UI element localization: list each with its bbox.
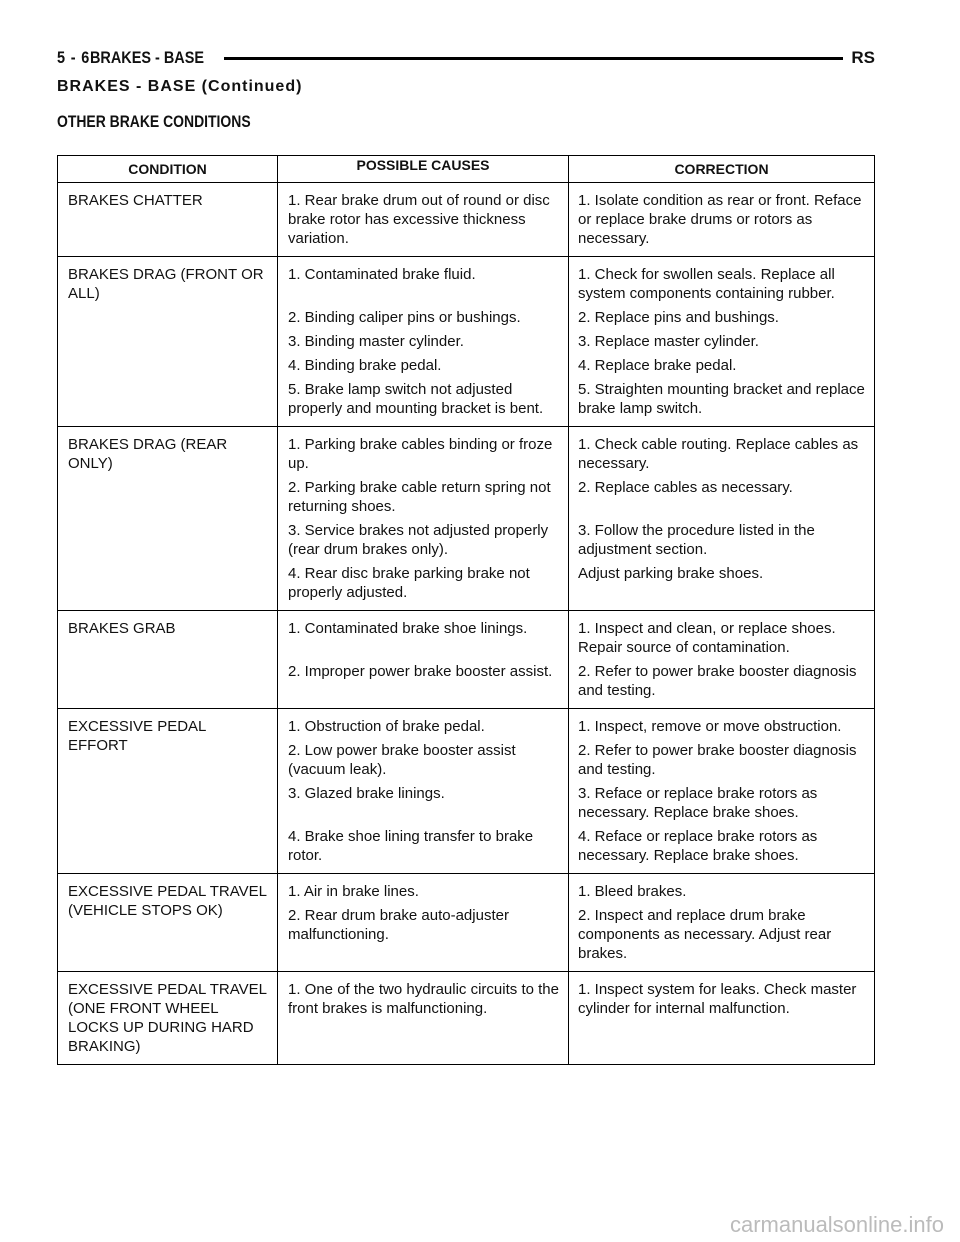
cause-correction-pair xyxy=(278,564,874,602)
correction: 3. Follow the procedure listed in the adjustment section. xyxy=(578,522,815,558)
column-divider xyxy=(568,874,569,971)
cause-correction-pair xyxy=(278,478,874,516)
correction: 2. Inspect and replace drum brake components as necessary. Adjust rear brakes. xyxy=(578,907,832,962)
correction: 1. Isolate condition as rear or front. Reface or replace brake drums or rotors as necessary. xyxy=(578,192,862,247)
condition-cell: BRAKES DRAG (FRONT OR ALL) xyxy=(58,257,278,427)
table-header-row xyxy=(58,156,875,183)
correction: 1. Inspect and clean, or replace shoes. Repair source of contamination. xyxy=(578,620,836,656)
causes-corrections-cell xyxy=(278,257,875,427)
possible-cause: 4. Brake shoe lining transfer to brake rotor. xyxy=(288,828,534,864)
continued-title: BRAKES - BASE (Continued) xyxy=(57,78,303,95)
possible-cause: 4. Rear disc brake parking brake not properly adjusted. xyxy=(288,565,530,601)
cause-correction-pair xyxy=(278,380,874,418)
column-divider xyxy=(568,183,569,256)
possible-cause: 3. Service brakes not adjusted properly (rear drum brakes only). xyxy=(288,522,549,558)
possible-cause: 2. Parking brake cable return spring not returning shoes. xyxy=(288,479,551,515)
column-divider xyxy=(568,257,569,426)
table-row xyxy=(58,709,875,874)
condition-cell: EXCESSIVE PEDAL EFFORT xyxy=(58,709,278,874)
possible-cause: 4. Binding brake pedal. xyxy=(288,357,442,374)
cause-correction-pair xyxy=(278,906,874,963)
section-title: OTHER BRAKE CONDITIONS xyxy=(57,112,251,131)
correction: 1. Bleed brakes. xyxy=(578,883,687,900)
correction: 3. Reface or replace brake rotors as necessary. Replace brake shoes. xyxy=(578,785,818,821)
cause-correction-pair xyxy=(278,435,874,473)
table-row xyxy=(58,427,875,611)
condition-cell: BRAKES GRAB xyxy=(58,611,278,709)
cause-correction-pair xyxy=(278,191,874,248)
column-divider xyxy=(568,972,569,1064)
table-row xyxy=(58,874,875,972)
possible-cause: 2. Low power brake booster assist (vacuum leak). xyxy=(288,742,516,778)
column-header-correction: CORRECTION xyxy=(568,156,874,182)
possible-cause: 1. Contaminated brake shoe linings. xyxy=(288,620,528,637)
correction: 2. Replace cables as necessary. xyxy=(578,479,793,496)
correction: 1. Inspect system for leaks. Check master cylinder for internal malfunction. xyxy=(578,981,857,1017)
cause-correction-pair xyxy=(278,662,874,700)
column-header-condition: CONDITION xyxy=(58,156,278,183)
header-code: RS xyxy=(851,48,875,67)
correction: 2. Refer to power brake booster diagnosis and testing. xyxy=(578,663,857,699)
cause-correction-pair xyxy=(278,332,874,351)
condition-cell: EXCESSIVE PEDAL TRAVEL (ONE FRONT WHEEL LOCKS UP DURING HARD BRAKING) xyxy=(58,972,278,1065)
possible-cause: 1. Contaminated brake fluid. xyxy=(288,266,476,283)
possible-cause: 1. One of the two hydraulic circuits to the front brakes is malfunctioning. xyxy=(288,981,559,1017)
possible-cause: 1. Air in brake lines. xyxy=(288,883,419,900)
correction: 4. Reface or replace brake rotors as necessary. Replace brake shoes. xyxy=(578,828,818,864)
column-divider xyxy=(568,709,569,873)
correction: 4. Replace brake pedal. xyxy=(578,357,737,374)
cause-correction-pair xyxy=(278,717,874,736)
page-header xyxy=(57,44,875,72)
column-header-causes: POSSIBLE CAUSES xyxy=(356,157,490,173)
table-body xyxy=(58,183,875,1065)
possible-cause: 2. Binding caliper pins or bushings. xyxy=(288,309,521,326)
possible-cause: 1. Rear brake drum out of round or disc brake rotor has excessive thickness variation. xyxy=(288,192,550,247)
cause-correction-pair xyxy=(278,741,874,779)
cause-correction-pair xyxy=(278,980,874,1018)
possible-cause: 5. Brake lamp switch not adjusted properly and mounting bracket is bent. xyxy=(288,381,544,417)
table-row xyxy=(58,257,875,427)
correction: 5. Straighten mounting bracket and replace brake lamp switch. xyxy=(578,381,865,417)
cause-correction-pair xyxy=(278,882,874,901)
condition-cell: EXCESSIVE PEDAL TRAVEL (VEHICLE STOPS OK) xyxy=(58,874,278,972)
causes-corrections-cell xyxy=(278,972,875,1065)
possible-cause: 2. Rear drum brake auto-adjuster malfunctioning. xyxy=(288,907,509,943)
correction: 2. Refer to power brake booster diagnosis and testing. xyxy=(578,742,857,778)
correction: 3. Replace master cylinder. xyxy=(578,333,759,350)
possible-cause: 2. Improper power brake booster assist. xyxy=(288,663,553,680)
cause-correction-pair xyxy=(278,265,874,303)
correction: 1. Inspect, remove or move obstruction. xyxy=(578,718,842,735)
cause-correction-pair xyxy=(278,784,874,822)
possible-cause: 3. Glazed brake linings. xyxy=(288,785,445,802)
cause-correction-pair xyxy=(278,619,874,657)
causes-corrections-cell xyxy=(278,611,875,709)
causes-corrections-cell xyxy=(278,427,875,611)
causes-corrections-cell xyxy=(278,183,875,257)
table-row xyxy=(58,972,875,1065)
column-header-pair xyxy=(278,156,875,183)
page-number: 5 - 6 xyxy=(57,48,91,67)
correction: Adjust parking brake shoes. xyxy=(578,565,764,582)
cause-correction-pair xyxy=(278,521,874,559)
correction: 1. Check for swollen seals. Replace all system components containing rubber. xyxy=(578,266,835,302)
cause-correction-pair xyxy=(278,356,874,375)
condition-cell: BRAKES DRAG (REAR ONLY) xyxy=(58,427,278,611)
correction: 1. Check cable routing. Replace cables as necessary. xyxy=(578,436,859,472)
column-divider xyxy=(568,427,569,610)
header-title: BRAKES - BASE xyxy=(90,48,205,67)
causes-corrections-cell xyxy=(278,709,875,874)
correction: 2. Replace pins and bushings. xyxy=(578,309,779,326)
causes-corrections-cell xyxy=(278,874,875,972)
column-divider xyxy=(568,611,569,708)
possible-cause: 1. Obstruction of brake pedal. xyxy=(288,718,485,735)
possible-cause: 1. Parking brake cables binding or froze up. xyxy=(288,436,553,472)
header-rule xyxy=(224,57,843,60)
cause-correction-pair xyxy=(278,308,874,327)
table-row xyxy=(58,611,875,709)
brake-conditions-table xyxy=(57,155,875,1065)
cause-correction-pair xyxy=(278,827,874,865)
watermark: carmanualsonline.info xyxy=(729,1212,944,1237)
possible-cause: 3. Binding master cylinder. xyxy=(288,333,464,350)
condition-cell: BRAKES CHATTER xyxy=(58,183,278,257)
table-row xyxy=(58,183,875,257)
